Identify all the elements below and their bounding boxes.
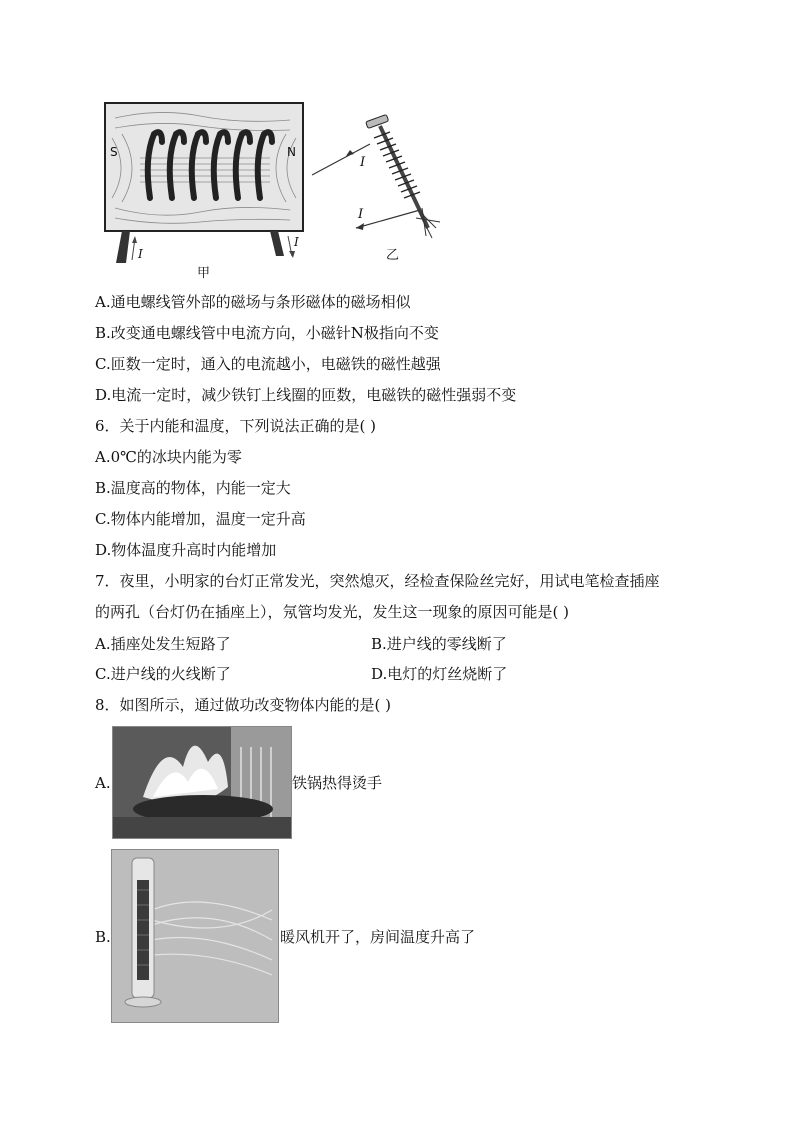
- q6-option-d: D.物体温度升高时内能增加: [95, 541, 277, 559]
- q8-stem: 8．如图所示，通过做功改变物体内能的是( ): [95, 696, 392, 714]
- wok-flame-photo: [112, 726, 292, 839]
- q7-option-d: D.电灯的灯丝烧断了: [371, 665, 508, 683]
- q8-option-a-letter: A.: [95, 774, 111, 792]
- q7-option-c: C.进户线的火线断了: [95, 665, 231, 683]
- solenoid-figure: [100, 98, 320, 288]
- q7-option-a: A.插座处发生短路了: [95, 635, 231, 653]
- current-label-in: I: [360, 155, 366, 170]
- q6-option-c: C.物体内能增加，温度一定升高: [95, 510, 306, 528]
- current-label-out: I: [358, 207, 364, 222]
- pole-n-label: N: [287, 145, 296, 159]
- q7-stem-line1: 7．夜里，小明家的台灯正常发光，突然熄灭，经检查保险丝完好，用试电笔检查插座: [95, 572, 660, 590]
- q8-option-a-text: 铁锅热得烫手: [292, 774, 383, 792]
- q5-option-a: A.通电螺线管外部的磁场与条形磁体的磁场相似: [95, 293, 411, 311]
- q7-stem-line2: 的两孔（台灯仍在插座上），氖管均发光，发生这一现象的原因可能是( ): [95, 603, 569, 621]
- q5-option-c: C.匝数一定时，通入的电流越小，电磁铁的磁性越强: [95, 355, 441, 373]
- caption-jia: 甲: [197, 266, 211, 281]
- heater-photo: [111, 849, 279, 1023]
- q5-option-b: B.改变通电螺线管中电流方向，小磁针N极指向不变: [95, 324, 439, 342]
- q6-option-a: A.0℃的冰块内能为零: [95, 448, 242, 466]
- nail-electromagnet-diagram: [308, 110, 458, 260]
- pole-s-label: S: [110, 145, 118, 159]
- q5-option-d: D.电流一定时，减少铁钉上线圈的匝数，电磁铁的磁性强弱不变: [95, 386, 517, 404]
- q8-option-b-letter: B.: [95, 928, 111, 946]
- q6-option-b: B.温度高的物体，内能一定大: [95, 479, 291, 497]
- caption-yi: 乙: [386, 248, 400, 263]
- q7-option-b: B.进户线的零线断了: [371, 635, 507, 653]
- q8-option-b-text: 暖风机开了，房间温度升高了: [280, 928, 476, 946]
- q6-stem: 6．关于内能和温度，下列说法正确的是( ): [95, 417, 377, 435]
- current-label-left: I: [138, 247, 143, 261]
- nail-electromagnet-figure: [308, 110, 458, 260]
- current-label-right: I: [294, 235, 299, 249]
- solenoid-diagram: [100, 98, 320, 288]
